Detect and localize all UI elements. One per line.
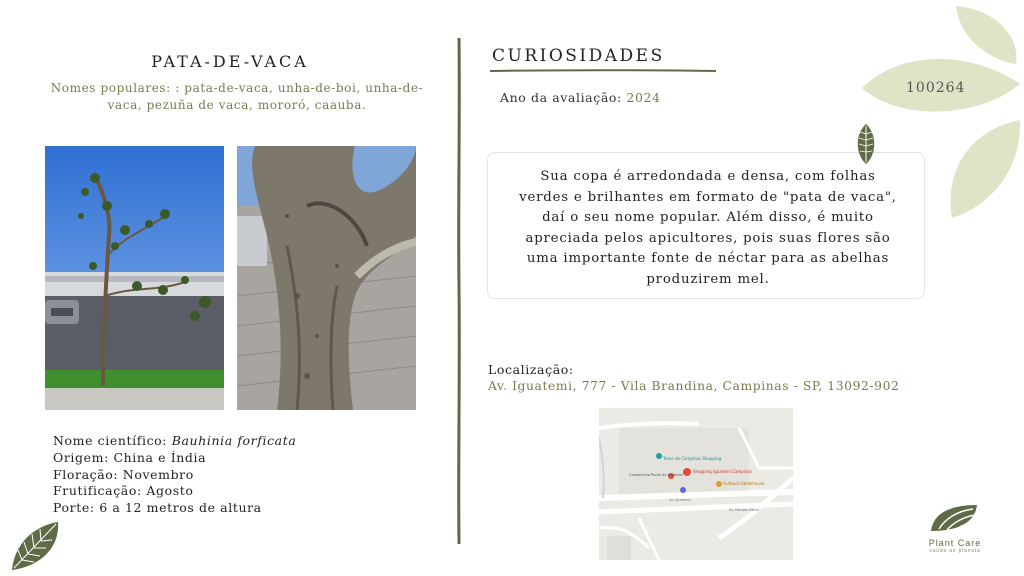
- curiosity-card: [487, 152, 925, 299]
- brand-tagline: saúde ao planeta: [929, 548, 981, 554]
- brand-name: Plant Care: [928, 538, 982, 548]
- tree-code: 100264: [906, 80, 966, 96]
- map-label-poi3: Outback Steakhouse: [723, 481, 765, 486]
- curiosities-title: CURIOSIDADES: [492, 46, 665, 66]
- title-underline: [490, 68, 716, 74]
- scientific-name-value: Bauhinia forficata: [171, 433, 297, 448]
- map-label-poi4: Condomínio Portal do Iguatemi: [629, 473, 684, 477]
- fruiting: Frutificação: Agosto: [53, 483, 194, 499]
- small-leaf-icon: [855, 124, 877, 164]
- location-map[interactable]: [599, 408, 793, 560]
- map-label-poi1: Trevo do Campinas Shopping: [663, 456, 722, 461]
- tree-size: Porte: 6 a 12 metros de altura: [53, 500, 262, 516]
- popular-names: Nomes populares: : pata-de-vaca, unha-de-boi, unha-de-vaca, pezuña de vaca, mororó, caauba.: [50, 81, 424, 112]
- brand-logo: [920, 503, 990, 554]
- scientific-name-label: Nome científico:: [53, 433, 172, 448]
- trunk-photo: [237, 146, 416, 410]
- location-label: Localização:: [488, 362, 574, 377]
- origin: Origem: China e Índia: [53, 449, 207, 465]
- evaluation-year-value: 2024: [626, 90, 661, 105]
- map-label-road1: Av. Iguatemi: [669, 498, 691, 502]
- page-title: PATA-DE-VACA: [151, 52, 309, 71]
- column-divider: [455, 38, 463, 544]
- plant-facts: [53, 433, 296, 517]
- curiosity-text: Sua copa é arredondada e densa, com folhas verdes e brilhantes em formato de "pata de vaca", daí o seu nome popular. Além disso, é muito apreciada pelos apicultores, pois suas flores são uma importante fonte de néctar para as abelhas produzirem mel.: [519, 169, 897, 287]
- location-address: Av. Iguatemi, 777 - Vila Brandina, Campinas - SP, 13092-902: [488, 379, 900, 393]
- leaf-icon: [8, 520, 64, 572]
- evaluation-year-label: Ano da avaliação:: [500, 90, 627, 105]
- flowering: Floração: Novembro: [53, 466, 194, 482]
- scientific-name: [53, 433, 296, 450]
- map-label-poi2: Shopping Iguatemi Campinas: [693, 469, 752, 474]
- evaluation-year: [500, 90, 661, 105]
- plant-care-logo-icon: [927, 503, 983, 533]
- map-label-road2: Av. Moraes Salles: [729, 508, 760, 512]
- tree-photo: [45, 146, 224, 410]
